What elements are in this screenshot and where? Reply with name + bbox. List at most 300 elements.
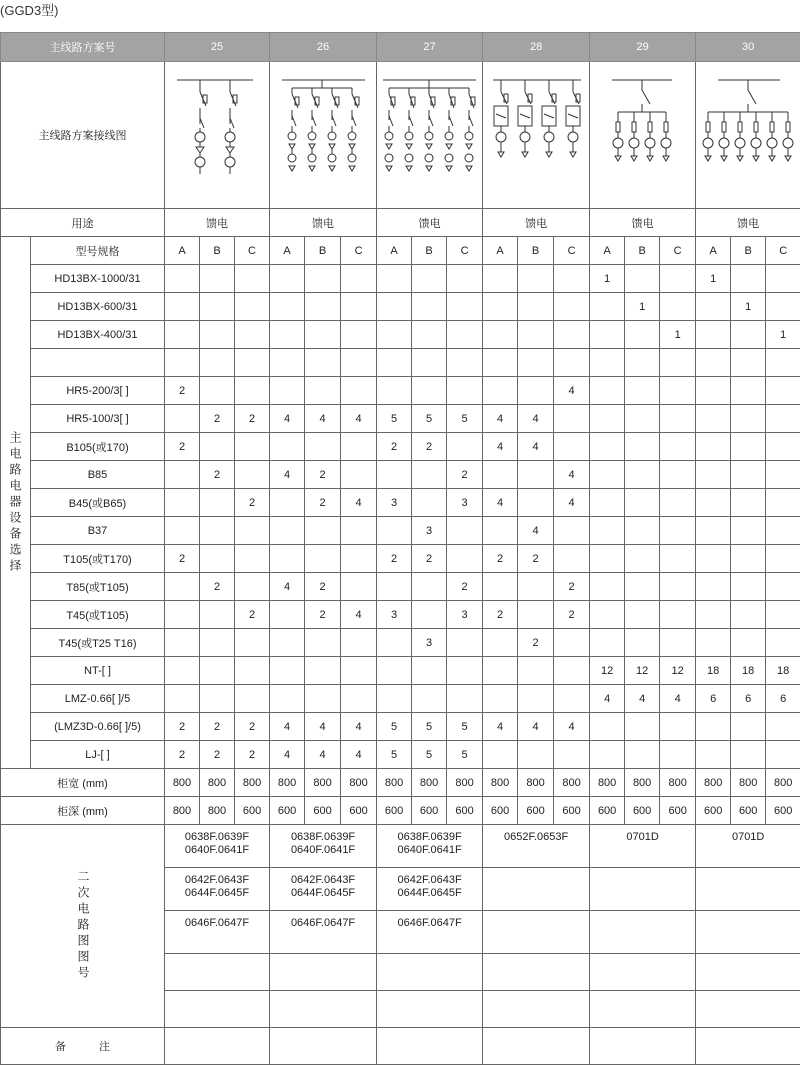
wiring-diagram-27	[377, 62, 483, 209]
quantity-cell	[766, 713, 800, 741]
quantity-cell	[270, 517, 305, 545]
equipment-row	[1, 293, 800, 321]
quantity-cell	[270, 545, 305, 573]
quantity-cell	[341, 321, 377, 349]
quantity-cell	[660, 461, 696, 489]
equipment-row	[1, 741, 800, 769]
quantity-cell	[518, 741, 554, 769]
equipment-row	[1, 321, 800, 349]
quantity-cell: 2	[554, 573, 590, 601]
quantity-cell	[625, 545, 660, 573]
quantity-cell	[731, 489, 766, 517]
equipment-model: HD13BX-400/31	[31, 321, 165, 349]
quantity-cell	[235, 377, 270, 405]
quantity-cell: 4	[483, 489, 518, 517]
column-letter: A	[270, 237, 305, 265]
quantity-cell	[235, 685, 270, 713]
quantity-cell: 1	[625, 293, 660, 321]
drawing-number	[483, 868, 590, 911]
quantity-cell	[165, 573, 200, 601]
quantity-cell	[766, 349, 800, 377]
drawing-number	[696, 868, 800, 911]
column-letter: B	[518, 237, 554, 265]
quantity-cell: 2	[165, 433, 200, 461]
column-letter: A	[590, 237, 625, 265]
quantity-cell	[165, 601, 200, 629]
quantity-cell	[590, 433, 625, 461]
quantity-cell	[590, 601, 625, 629]
quantity-cell: 4	[270, 405, 305, 433]
quantity-cell	[696, 461, 731, 489]
quantity-cell	[696, 517, 731, 545]
quantity-cell	[412, 573, 447, 601]
quantity-cell	[447, 517, 483, 545]
quantity-cell: 4	[518, 405, 554, 433]
quantity-cell	[590, 489, 625, 517]
quantity-cell	[235, 321, 270, 349]
quantity-cell	[554, 545, 590, 573]
quantity-cell	[590, 741, 625, 769]
quantity-cell	[377, 321, 412, 349]
equipment-row	[1, 433, 800, 461]
quantity-cell	[447, 377, 483, 405]
scheme-number: 27	[377, 33, 483, 62]
scheme-number: 29	[590, 33, 696, 62]
quantity-cell	[625, 629, 660, 657]
dimension-cell: 800	[165, 769, 200, 797]
quantity-cell	[270, 629, 305, 657]
quantity-cell	[766, 741, 800, 769]
quantity-cell: 2	[483, 545, 518, 573]
drawing-number: 0638F.0639F 0640F.0641F	[377, 825, 483, 868]
quantity-cell	[165, 461, 200, 489]
quantity-cell: 1	[696, 265, 731, 293]
scheme-number: 28	[483, 33, 590, 62]
dimension-cell: 600	[341, 797, 377, 825]
scheme-table	[0, 32, 800, 1065]
header-label: 主线路方案号	[1, 33, 165, 62]
quantity-cell: 1	[731, 293, 766, 321]
quantity-cell	[554, 321, 590, 349]
quantity-cell	[377, 265, 412, 293]
diagram-row	[1, 62, 800, 209]
quantity-cell: 4	[518, 433, 554, 461]
quantity-cell: 2	[165, 545, 200, 573]
quantity-cell	[235, 629, 270, 657]
quantity-cell	[305, 265, 341, 293]
quantity-cell: 18	[696, 657, 731, 685]
quantity-cell	[165, 657, 200, 685]
quantity-cell	[590, 405, 625, 433]
drawing-number	[165, 991, 270, 1028]
quantity-cell	[200, 517, 235, 545]
quantity-cell: 4	[270, 573, 305, 601]
quantity-cell: 4	[341, 713, 377, 741]
quantity-cell	[377, 657, 412, 685]
quantity-cell	[412, 489, 447, 517]
quantity-cell	[165, 517, 200, 545]
quantity-cell	[660, 517, 696, 545]
quantity-cell	[200, 685, 235, 713]
quantity-cell	[660, 545, 696, 573]
quantity-cell	[731, 461, 766, 489]
quantity-cell	[341, 433, 377, 461]
equipment-model: T85(或T105)	[31, 573, 165, 601]
dimension-cell: 800	[165, 797, 200, 825]
quantity-cell	[731, 349, 766, 377]
quantity-cell: 4	[341, 489, 377, 517]
drawing-number	[483, 954, 590, 991]
quantity-cell: 4	[625, 685, 660, 713]
dimension-cell: 800	[660, 769, 696, 797]
quantity-cell	[200, 377, 235, 405]
quantity-cell	[305, 349, 341, 377]
quantity-cell	[483, 321, 518, 349]
column-letter: A	[696, 237, 731, 265]
drawing-number	[483, 911, 590, 954]
quantity-cell: 6	[766, 685, 800, 713]
quantity-cell: 4	[270, 713, 305, 741]
drawing-number: 0646F.0647F	[165, 911, 270, 954]
quantity-cell	[341, 265, 377, 293]
quantity-cell	[554, 657, 590, 685]
quantity-cell	[766, 293, 800, 321]
drawing-number: 0638F.0639F 0640F.0641F	[165, 825, 270, 868]
quantity-cell	[554, 685, 590, 713]
remark-row	[1, 1028, 800, 1065]
quantity-cell	[518, 601, 554, 629]
quantity-cell: 2	[165, 741, 200, 769]
drawing-number	[590, 954, 696, 991]
quantity-cell	[235, 461, 270, 489]
quantity-cell	[660, 489, 696, 517]
quantity-cell	[483, 573, 518, 601]
drawing-number	[590, 911, 696, 954]
quantity-cell	[625, 377, 660, 405]
equipment-row	[1, 657, 800, 685]
equipment-model: NT-[ ]	[31, 657, 165, 685]
quantity-cell	[554, 265, 590, 293]
quantity-cell	[554, 629, 590, 657]
quantity-cell	[518, 685, 554, 713]
quantity-cell	[305, 657, 341, 685]
quantity-cell	[731, 601, 766, 629]
quantity-cell	[165, 349, 200, 377]
dimension-cell: 600	[377, 797, 412, 825]
dimension-cell: 800	[235, 769, 270, 797]
quantity-cell: 3	[377, 489, 412, 517]
quantity-cell	[447, 293, 483, 321]
document-title: (GGD3型)	[0, 0, 59, 19]
quantity-cell	[305, 433, 341, 461]
quantity-cell	[766, 601, 800, 629]
equipment-row	[1, 349, 800, 377]
quantity-cell	[696, 489, 731, 517]
quantity-cell: 2	[412, 433, 447, 461]
quantity-cell	[200, 433, 235, 461]
drawing-number	[377, 991, 483, 1028]
dimension-cell: 600	[518, 797, 554, 825]
quantity-cell	[200, 293, 235, 321]
quantity-cell	[518, 657, 554, 685]
dimension-cell: 800	[590, 769, 625, 797]
quantity-cell	[660, 293, 696, 321]
dimension-cell: 600	[235, 797, 270, 825]
equipment-model: T105(或T170)	[31, 545, 165, 573]
quantity-cell: 2	[305, 489, 341, 517]
quantity-cell	[660, 713, 696, 741]
remark-cell	[590, 1028, 696, 1065]
quantity-cell	[483, 517, 518, 545]
dimension-cell: 600	[447, 797, 483, 825]
dimension-cell: 800	[696, 769, 731, 797]
quantity-cell	[696, 573, 731, 601]
drawing-number: 0652F.0653F	[483, 825, 590, 868]
quantity-cell	[305, 517, 341, 545]
quantity-cell	[625, 517, 660, 545]
secondary-circuit-label: 二次电路图图号	[1, 825, 165, 1028]
quantity-cell: 4	[518, 517, 554, 545]
dimension-cell: 600	[660, 797, 696, 825]
equipment-row	[1, 265, 800, 293]
quantity-cell	[305, 293, 341, 321]
column-letter: C	[447, 237, 483, 265]
quantity-cell	[270, 349, 305, 377]
quantity-cell	[200, 657, 235, 685]
equipment-model: HD13BX-600/31	[31, 293, 165, 321]
quantity-cell	[731, 433, 766, 461]
quantity-cell	[766, 629, 800, 657]
wiring-diagram-30	[696, 62, 800, 209]
cabinet-depth-label: 柜深 (mm)	[1, 797, 165, 825]
remark-cell	[270, 1028, 377, 1065]
quantity-cell	[305, 377, 341, 405]
quantity-cell	[341, 517, 377, 545]
quantity-cell: 2	[483, 601, 518, 629]
quantity-cell: 3	[412, 517, 447, 545]
drawing-number	[696, 954, 800, 991]
quantity-cell	[270, 265, 305, 293]
equipment-model: LJ-[ ]	[31, 741, 165, 769]
quantity-cell	[483, 629, 518, 657]
model-label: 型号规格	[31, 237, 165, 265]
dimension-cell: 600	[412, 797, 447, 825]
equipment-model: (LMZ3D-0.66[ ]/5)	[31, 713, 165, 741]
quantity-cell	[625, 433, 660, 461]
quantity-cell	[165, 685, 200, 713]
quantity-cell: 4	[270, 461, 305, 489]
quantity-cell	[731, 545, 766, 573]
equipment-model: HD13BX-1000/31	[31, 265, 165, 293]
quantity-cell	[412, 657, 447, 685]
quantity-cell: 4	[305, 741, 341, 769]
quantity-cell	[554, 349, 590, 377]
scheme-number: 25	[165, 33, 270, 62]
quantity-cell	[341, 685, 377, 713]
quantity-cell: 2	[447, 461, 483, 489]
quantity-cell	[235, 265, 270, 293]
quantity-cell: 4	[483, 405, 518, 433]
quantity-cell	[696, 601, 731, 629]
quantity-cell: 5	[377, 741, 412, 769]
dimension-cell: 800	[483, 769, 518, 797]
quantity-cell	[377, 573, 412, 601]
column-letter: B	[305, 237, 341, 265]
quantity-cell	[731, 713, 766, 741]
equipment-row	[1, 461, 800, 489]
quantity-cell	[660, 265, 696, 293]
quantity-cell: 2	[447, 573, 483, 601]
drawing-number: 0642F.0643F 0644F.0645F	[165, 868, 270, 911]
quantity-cell	[625, 601, 660, 629]
drawing-number	[165, 954, 270, 991]
quantity-cell	[518, 321, 554, 349]
remark-cell	[483, 1028, 590, 1065]
quantity-cell	[447, 321, 483, 349]
quantity-cell: 4	[554, 461, 590, 489]
drawing-number	[377, 954, 483, 991]
dimension-cell: 600	[305, 797, 341, 825]
drawing-number	[590, 991, 696, 1028]
remark-label: 备 注	[1, 1028, 165, 1065]
quantity-cell	[554, 405, 590, 433]
quantity-cell: 18	[766, 657, 800, 685]
quantity-cell	[412, 321, 447, 349]
quantity-cell	[341, 629, 377, 657]
section-label: 主电路电器设备选择	[1, 237, 31, 769]
quantity-cell	[447, 265, 483, 293]
quantity-cell	[766, 377, 800, 405]
quantity-cell: 2	[412, 545, 447, 573]
dimension-cell: 800	[766, 769, 800, 797]
quantity-cell	[447, 629, 483, 657]
quantity-cell	[625, 741, 660, 769]
equipment-row	[1, 573, 800, 601]
quantity-cell	[696, 377, 731, 405]
dimension-cell: 600	[270, 797, 305, 825]
remark-cell	[696, 1028, 800, 1065]
quantity-cell	[270, 489, 305, 517]
quantity-cell	[412, 293, 447, 321]
model-header-row	[1, 237, 800, 265]
quantity-cell	[341, 657, 377, 685]
quantity-cell	[590, 517, 625, 545]
quantity-cell	[165, 265, 200, 293]
quantity-cell	[660, 405, 696, 433]
column-letter: A	[377, 237, 412, 265]
equipment-row	[1, 685, 800, 713]
quantity-cell	[235, 545, 270, 573]
column-letter: C	[341, 237, 377, 265]
usage-value: 馈电	[483, 209, 590, 237]
quantity-cell	[270, 377, 305, 405]
equipment-model	[31, 349, 165, 377]
quantity-cell: 2	[377, 545, 412, 573]
feeder-branch	[195, 80, 207, 174]
quantity-cell: 2	[305, 573, 341, 601]
quantity-cell	[696, 349, 731, 377]
quantity-cell	[554, 517, 590, 545]
quantity-cell	[412, 377, 447, 405]
quantity-cell	[305, 685, 341, 713]
quantity-cell	[731, 573, 766, 601]
quantity-cell	[200, 265, 235, 293]
quantity-cell	[377, 517, 412, 545]
quantity-cell	[590, 545, 625, 573]
dimension-cell: 600	[731, 797, 766, 825]
drawing-number	[696, 911, 800, 954]
quantity-cell	[518, 461, 554, 489]
quantity-cell	[165, 405, 200, 433]
cabinet-depth-row	[1, 797, 800, 825]
quantity-cell	[235, 517, 270, 545]
quantity-cell	[377, 349, 412, 377]
drawing-number	[696, 991, 800, 1028]
quantity-cell	[625, 461, 660, 489]
equipment-row	[1, 713, 800, 741]
equipment-model: T45(或T105)	[31, 601, 165, 629]
quantity-cell	[305, 629, 341, 657]
wiring-diagram-29	[590, 62, 696, 209]
quantity-cell	[590, 293, 625, 321]
column-letter: B	[625, 237, 660, 265]
quantity-cell	[731, 629, 766, 657]
dimension-cell: 600	[590, 797, 625, 825]
equipment-row	[1, 377, 800, 405]
quantity-cell: 4	[270, 741, 305, 769]
quantity-cell	[447, 545, 483, 573]
drawing-number: 0642F.0643F 0644F.0645F	[377, 868, 483, 911]
quantity-cell	[200, 489, 235, 517]
quantity-cell	[625, 405, 660, 433]
quantity-cell	[696, 405, 731, 433]
quantity-cell	[590, 573, 625, 601]
quantity-cell	[270, 293, 305, 321]
column-letter: B	[200, 237, 235, 265]
drawing-number: 0646F.0647F	[377, 911, 483, 954]
wiring-diagram-26	[270, 62, 377, 209]
quantity-cell	[200, 349, 235, 377]
quantity-cell	[412, 601, 447, 629]
dimension-cell: 800	[341, 769, 377, 797]
quantity-cell: 4	[590, 685, 625, 713]
quantity-cell	[518, 349, 554, 377]
dimension-cell: 800	[625, 769, 660, 797]
quantity-cell	[235, 433, 270, 461]
equipment-model: B105(或170)	[31, 433, 165, 461]
feeder-branch	[225, 80, 237, 174]
drawing-number	[483, 991, 590, 1028]
quantity-cell	[235, 573, 270, 601]
quantity-cell	[341, 293, 377, 321]
quantity-cell	[412, 685, 447, 713]
column-letter: C	[660, 237, 696, 265]
column-letter: C	[554, 237, 590, 265]
quantity-cell: 5	[377, 713, 412, 741]
quantity-cell	[483, 349, 518, 377]
quantity-cell: 6	[731, 685, 766, 713]
quantity-cell	[731, 517, 766, 545]
column-letter: C	[235, 237, 270, 265]
drawing-number	[270, 954, 377, 991]
quantity-cell: 4	[483, 433, 518, 461]
quantity-cell	[200, 321, 235, 349]
usage-value: 馈电	[270, 209, 377, 237]
quantity-cell	[731, 377, 766, 405]
quantity-cell: 6	[696, 685, 731, 713]
quantity-cell	[696, 713, 731, 741]
usage-value: 馈电	[165, 209, 270, 237]
